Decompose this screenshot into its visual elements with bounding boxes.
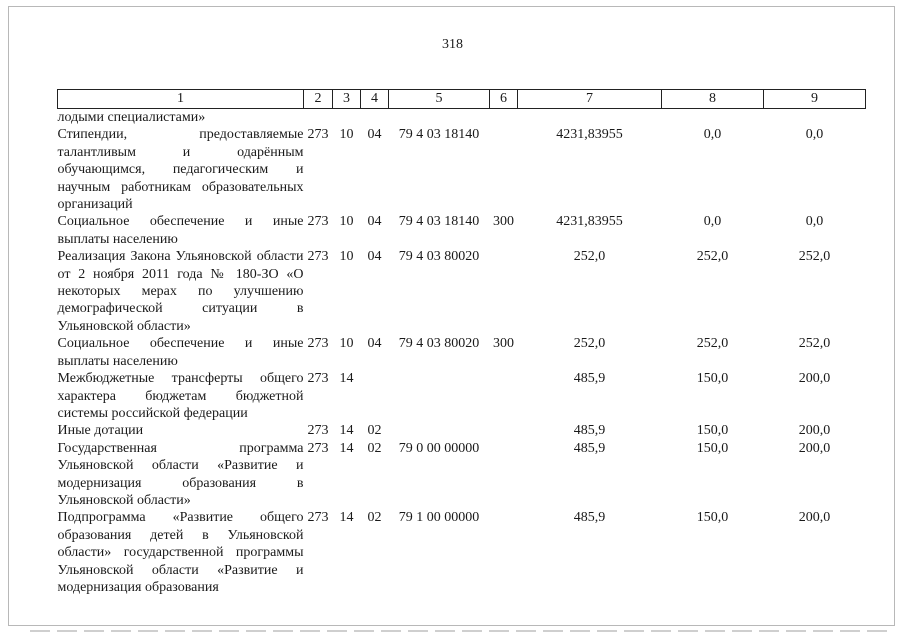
kvsr-cell: 273	[307, 214, 329, 230]
amount-2021-cell: 0,0	[805, 127, 824, 143]
kvsr-cell: 273	[307, 423, 329, 439]
kvsr-cell	[304, 109, 333, 127]
target-article-cell	[389, 422, 490, 439]
row-name-cell: Социальное обеспечение и иные выплаты населению	[57, 214, 304, 247]
target-article-cell	[389, 370, 490, 422]
row-name-cell: Социальное обеспечение и иные выплаты населению	[57, 336, 304, 369]
section-cell: 14	[339, 423, 354, 439]
subsection-cell: 02	[367, 423, 382, 439]
amount-2020-cell: 150,0	[696, 423, 729, 439]
expense-type-cell	[490, 370, 518, 422]
amount-2021-cell: 0,0	[805, 214, 824, 230]
section-cell: 10	[339, 249, 354, 265]
row-name-cell: Подпрограмма «Развитие общего образования детей в Ульяновской области» государственной программы Ульяновской области «Развитие и модернизация образования	[57, 510, 304, 595]
amount-2019-cell: 485,9	[573, 371, 606, 387]
amount-2021-cell: 252,0	[798, 249, 831, 265]
table-row	[58, 109, 866, 127]
row-name-cell: Государственная программа Ульяновской области «Развитие и модернизация образования в Ульяновской области»	[57, 440, 304, 508]
amount-2019-cell: 4231,83955	[556, 214, 623, 230]
target-article-cell: 79 4 03 18140	[398, 214, 480, 230]
table-row	[58, 126, 866, 213]
section-cell: 10	[339, 214, 354, 230]
table-row	[58, 248, 866, 335]
amount-2020-cell: 150,0	[696, 371, 729, 387]
amount-2019-cell: 252,0	[573, 249, 606, 265]
target-article-cell: 79 1 00 00000	[398, 510, 480, 526]
subsection-cell	[361, 109, 389, 127]
section-cell: 14	[339, 440, 354, 456]
expense-type-cell	[490, 509, 518, 596]
kvsr-cell: 273	[307, 127, 329, 143]
target-article-cell: 79 0 00 00000	[398, 440, 480, 456]
amount-2020-cell: 150,0	[696, 440, 729, 456]
subsection-cell: 04	[367, 214, 382, 230]
target-article-cell: 79 4 03 80020	[398, 336, 480, 352]
table-row	[58, 509, 866, 596]
column-header: 5	[389, 90, 490, 109]
target-article-cell	[389, 109, 490, 127]
table-row	[58, 440, 866, 510]
subsection-cell: 02	[367, 440, 382, 456]
page-number: 318	[442, 37, 463, 52]
amount-2019-cell: 485,9	[573, 440, 606, 456]
section-cell: 14	[339, 371, 354, 387]
expense-type-cell	[490, 126, 518, 213]
amount-2020-cell: 252,0	[696, 249, 729, 265]
amount-2020-cell	[662, 109, 764, 127]
budget-table	[57, 89, 866, 596]
row-name-cell: лодыми специалистами»	[57, 110, 206, 125]
subsection-cell: 02	[367, 510, 382, 526]
amount-2021-cell: 200,0	[798, 510, 831, 526]
amount-2019-cell: 252,0	[573, 336, 606, 352]
column-header: 6	[490, 90, 518, 109]
column-header: 2	[304, 90, 333, 109]
subsection-cell: 04	[367, 127, 382, 143]
expense-type-cell	[490, 109, 518, 127]
table-row	[58, 422, 866, 439]
target-article-cell: 79 4 03 18140	[398, 127, 480, 143]
column-header: 1	[58, 90, 304, 109]
table-body	[58, 109, 866, 597]
amount-2019-cell: 485,9	[573, 423, 606, 439]
expense-type-cell	[490, 440, 518, 510]
expense-type-cell: 300	[493, 336, 514, 352]
subsection-cell	[361, 370, 389, 422]
subsection-cell: 04	[367, 336, 382, 352]
amount-2020-cell: 0,0	[703, 127, 722, 143]
row-name-cell: Иные дотации	[57, 423, 144, 439]
column-header: 8	[662, 90, 764, 109]
row-name-cell: Стипендии, предоставляемые талантливым и одарённым обучающимся, педагогическим и научным работникам образовательных организаций	[57, 127, 304, 213]
amount-2020-cell: 252,0	[696, 336, 729, 352]
amount-2019-cell	[518, 109, 662, 127]
kvsr-cell: 273	[307, 371, 329, 387]
row-name-cell: Реализация Закона Ульяновской области от 2 ноября 2011 года № 180-ЗО «О некоторых мерах по улучшению демографической ситуации в Ульяновской области»	[57, 249, 304, 334]
amount-2021-cell	[764, 109, 866, 127]
scan-edge-noise	[30, 630, 890, 632]
kvsr-cell: 273	[307, 440, 329, 456]
kvsr-cell: 273	[307, 336, 329, 352]
amount-2021-cell: 200,0	[798, 440, 831, 456]
kvsr-cell: 273	[307, 510, 329, 526]
amount-2021-cell: 252,0	[798, 336, 831, 352]
table-row	[58, 370, 866, 422]
amount-2019-cell: 4231,83955	[556, 127, 623, 143]
target-article-cell: 79 4 03 80020	[398, 249, 480, 265]
column-header: 3	[333, 90, 361, 109]
amount-2020-cell: 0,0	[703, 214, 722, 230]
column-header: 7	[518, 90, 662, 109]
subsection-cell: 04	[367, 249, 382, 265]
expense-type-cell	[490, 248, 518, 335]
amount-2021-cell: 200,0	[798, 423, 831, 439]
expense-type-cell	[490, 422, 518, 439]
section-cell: 10	[339, 336, 354, 352]
amount-2019-cell: 485,9	[573, 510, 606, 526]
table-row	[58, 335, 866, 370]
column-header: 4	[361, 90, 389, 109]
amount-2020-cell: 150,0	[696, 510, 729, 526]
row-name-cell: Межбюджетные трансферты общего характера бюджетам бюджетной системы российской федерации	[57, 371, 304, 421]
expense-type-cell: 300	[493, 214, 514, 230]
section-cell: 14	[339, 510, 354, 526]
amount-2021-cell: 200,0	[798, 371, 831, 387]
header-row	[58, 90, 866, 109]
section-cell	[333, 109, 361, 127]
section-cell: 10	[339, 127, 354, 143]
column-header: 9	[764, 90, 866, 109]
kvsr-cell: 273	[307, 249, 329, 265]
table-row	[58, 213, 866, 248]
